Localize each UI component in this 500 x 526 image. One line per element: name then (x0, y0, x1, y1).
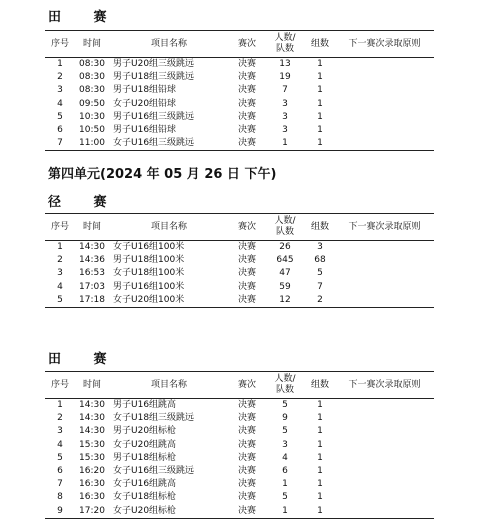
row-groups: 1 (317, 85, 323, 96)
row-count: 47 (279, 268, 291, 279)
table-row (45, 137, 434, 151)
row-event-name: 女子U18组三级跳远 (113, 413, 195, 424)
row-event-name: 女子U20组100米 (109, 294, 229, 308)
row-time: 16:20 (79, 466, 105, 477)
row-event-name: 女子U16组三级跳远 (113, 466, 195, 477)
row-time: 08:30 (79, 72, 105, 83)
row-count: 4 (282, 452, 288, 463)
row-number: 4 (57, 439, 63, 450)
row-time: 17:03 (79, 281, 105, 292)
row-round: 决赛 (237, 242, 256, 253)
row-rule (335, 478, 434, 491)
row-rule (335, 111, 434, 124)
row-round: 决赛 (237, 400, 256, 411)
row-number: 2 (57, 413, 63, 424)
table-row (45, 439, 434, 452)
row-round: 决赛 (237, 268, 256, 279)
row-number: 6 (57, 125, 63, 136)
header-count-line2: 队数 (275, 227, 294, 237)
table-row (45, 399, 434, 413)
row-number: 1 (57, 59, 63, 70)
row-groups: 1 (317, 72, 323, 83)
row-time: 09:50 (79, 98, 105, 109)
row-count: 26 (279, 242, 291, 253)
schedule-table-field-2 (45, 371, 434, 519)
row-count: 1 (265, 137, 305, 151)
row-event-name: 男子U16组铅球 (113, 125, 177, 136)
row-event-name: 女子U18组100米 (113, 268, 185, 279)
row-groups: 68 (314, 255, 326, 266)
row-time: 08:30 (79, 59, 105, 70)
row-round: 决赛 (237, 85, 256, 96)
row-time: 11:00 (75, 137, 109, 151)
row-round: 决赛 (237, 281, 256, 292)
row-rule (335, 439, 434, 452)
header-no: 序号 (45, 372, 75, 399)
row-event-name: 女子U16组三级跳远 (109, 137, 229, 151)
header-rule: 下一赛次录取原则 (335, 31, 434, 58)
row-groups: 2 (305, 294, 335, 308)
table-row (45, 98, 434, 111)
table-row (45, 241, 434, 255)
row-time: 10:30 (79, 111, 105, 122)
header-count-line1: 人数/ (274, 374, 296, 384)
row-event-name: 男子U18组100米 (113, 255, 185, 266)
header-rule: 下一赛次录取原则 (335, 372, 434, 399)
table-row (45, 267, 434, 280)
header-no: 序号 (45, 214, 75, 241)
row-time: 16:53 (79, 268, 105, 279)
table-body (45, 58, 434, 151)
row-round: 决赛 (237, 59, 256, 70)
row-rule (335, 294, 434, 308)
row-number: 6 (57, 466, 63, 477)
row-time: 15:30 (79, 452, 105, 463)
row-event-name: 女子U18组标枪 (113, 492, 177, 503)
row-groups: 1 (317, 98, 323, 109)
row-count: 645 (276, 255, 294, 266)
header-time: 时间 (75, 31, 109, 58)
row-groups: 1 (317, 439, 323, 450)
header-groups: 组数 (305, 31, 335, 58)
row-number: 2 (57, 72, 63, 83)
row-event-name: 女子U20组跳高 (113, 439, 177, 450)
row-number: 8 (57, 492, 63, 503)
table-row (45, 478, 434, 491)
row-count: 5 (282, 400, 288, 411)
row-event-name: 女子U20组铅球 (113, 98, 177, 109)
table-row (45, 254, 434, 267)
schedule-table-track (45, 213, 434, 308)
row-rule (335, 465, 434, 478)
row-round: 决赛 (237, 72, 256, 83)
table-row (45, 491, 434, 504)
row-time: 15:30 (79, 439, 105, 450)
row-number: 3 (57, 426, 63, 437)
table-row (45, 111, 434, 124)
header-time: 时间 (75, 214, 109, 241)
row-number: 5 (45, 294, 75, 308)
row-time: 14:30 (79, 413, 105, 424)
row-count: 7 (282, 85, 288, 96)
row-event-name: 男子U16组跳高 (113, 400, 177, 411)
header-count (265, 214, 305, 241)
row-groups: 1 (317, 125, 323, 136)
row-count: 3 (282, 111, 288, 122)
row-rule (335, 137, 434, 151)
table-row (45, 505, 434, 519)
row-count: 3 (282, 125, 288, 136)
row-round: 决赛 (229, 294, 265, 308)
row-round: 决赛 (229, 505, 265, 519)
row-round: 决赛 (237, 111, 256, 122)
row-round: 决赛 (237, 466, 256, 477)
section-title-track: 径 赛 (48, 195, 121, 210)
header-time: 时间 (75, 372, 109, 399)
row-groups: 1 (317, 452, 323, 463)
row-groups: 1 (317, 400, 323, 411)
row-number: 3 (57, 268, 63, 279)
row-count: 12 (265, 294, 305, 308)
row-count: 3 (282, 439, 288, 450)
row-time: 16:30 (79, 492, 105, 503)
row-round: 决赛 (237, 255, 256, 266)
row-rule (335, 399, 434, 413)
row-number: 2 (57, 255, 63, 266)
row-time: 17:18 (75, 294, 109, 308)
row-event-name: 男子U18组三级跳远 (113, 72, 195, 83)
row-count: 3 (282, 98, 288, 109)
row-round: 决赛 (237, 479, 256, 490)
table-row (45, 281, 434, 294)
row-count: 19 (279, 72, 291, 83)
row-time: 14:30 (79, 426, 105, 437)
row-rule (335, 412, 434, 425)
row-round: 决赛 (229, 137, 265, 151)
row-event-name: 男子U18组铅球 (113, 85, 177, 96)
table-row (45, 425, 434, 438)
row-event-name: 女子U16组100米 (113, 242, 185, 253)
header-event: 项目名称 (109, 214, 229, 241)
row-count: 6 (282, 466, 288, 477)
header-round: 赛次 (229, 214, 265, 241)
row-rule (335, 452, 434, 465)
row-round: 决赛 (237, 413, 256, 424)
row-rule (335, 281, 434, 294)
row-time: 14:30 (79, 400, 105, 411)
row-rule (335, 254, 434, 267)
table-body (45, 399, 434, 519)
schedule-table-field-1 (45, 30, 434, 151)
row-number: 5 (57, 111, 63, 122)
table-row (45, 452, 434, 465)
row-groups: 1 (317, 413, 323, 424)
header-count-line2: 队数 (275, 44, 294, 54)
row-round: 决赛 (237, 426, 256, 437)
header-count-line1: 人数/ (274, 33, 296, 43)
row-groups: 7 (317, 281, 323, 292)
row-groups: 5 (317, 268, 323, 279)
row-count: 1 (282, 479, 288, 490)
header-groups: 组数 (305, 214, 335, 241)
section-title-field-2: 田 赛 (48, 352, 121, 367)
row-groups: 1 (317, 59, 323, 70)
header-event: 项目名称 (109, 372, 229, 399)
table-header-row (45, 31, 434, 58)
table-row (45, 71, 434, 84)
row-rule (335, 98, 434, 111)
table-row (45, 124, 434, 137)
row-event-name: 男子U18组标枪 (113, 452, 177, 463)
row-count: 13 (279, 59, 291, 70)
row-rule (335, 267, 434, 280)
header-no: 序号 (45, 31, 75, 58)
header-count-line2: 队数 (275, 385, 294, 395)
row-number: 1 (57, 242, 63, 253)
row-groups: 1 (317, 111, 323, 122)
row-count: 59 (279, 281, 291, 292)
row-time: 10:50 (79, 125, 105, 136)
header-count (265, 31, 305, 58)
row-round: 决赛 (237, 492, 256, 503)
row-time: 08:30 (79, 85, 105, 96)
table-row (45, 465, 434, 478)
row-rule (335, 425, 434, 438)
row-groups: 1 (317, 479, 323, 490)
row-rule (335, 84, 434, 97)
row-event-name: 男子U16组三级跳远 (113, 111, 195, 122)
row-number: 4 (57, 281, 63, 292)
row-number: 4 (57, 98, 63, 109)
row-count: 1 (265, 505, 305, 519)
unit-title: 第四单元(2024 年 05 月 26 日 下午) (48, 167, 277, 182)
row-time: 14:30 (79, 242, 105, 253)
row-count: 9 (282, 413, 288, 424)
table-row (45, 294, 434, 308)
section-title-field-1: 田 赛 (48, 10, 121, 25)
row-groups: 1 (317, 492, 323, 503)
row-time: 17:20 (75, 505, 109, 519)
header-count-line1: 人数/ (274, 216, 296, 226)
table-header-row (45, 372, 434, 399)
row-count: 5 (282, 426, 288, 437)
row-rule (335, 58, 434, 72)
row-groups: 1 (305, 137, 335, 151)
header-round: 赛次 (229, 31, 265, 58)
row-rule (335, 124, 434, 137)
row-rule (335, 491, 434, 504)
row-round: 决赛 (237, 452, 256, 463)
row-number: 1 (57, 400, 63, 411)
table-row (45, 412, 434, 425)
row-groups: 1 (317, 426, 323, 437)
row-round: 决赛 (237, 98, 256, 109)
table-row (45, 84, 434, 97)
row-groups: 1 (305, 505, 335, 519)
table-row (45, 58, 434, 72)
row-round: 决赛 (237, 439, 256, 450)
row-event-name: 男子U20组三级跳远 (113, 59, 195, 70)
header-rule: 下一赛次录取原则 (335, 214, 434, 241)
header-count (265, 372, 305, 399)
table-header-row (45, 214, 434, 241)
row-number: 7 (45, 137, 75, 151)
row-round: 决赛 (237, 125, 256, 136)
header-event: 项目名称 (109, 31, 229, 58)
row-time: 16:30 (79, 479, 105, 490)
row-count: 5 (282, 492, 288, 503)
row-time: 14:36 (79, 255, 105, 266)
header-groups: 组数 (305, 372, 335, 399)
row-number: 5 (57, 452, 63, 463)
table-body (45, 241, 434, 308)
row-event-name: 女子U16组跳高 (113, 479, 177, 490)
row-rule (335, 505, 434, 519)
row-event-name: 女子U20组标枪 (109, 505, 229, 519)
row-number: 3 (57, 85, 63, 96)
row-number: 7 (57, 479, 63, 490)
row-number: 9 (45, 505, 75, 519)
row-groups: 3 (317, 242, 323, 253)
row-event-name: 男子U20组标枪 (113, 426, 177, 437)
row-rule (335, 71, 434, 84)
row-event-name: 男子U16组100米 (113, 281, 185, 292)
header-round: 赛次 (229, 372, 265, 399)
row-rule (335, 241, 434, 255)
row-groups: 1 (317, 466, 323, 477)
